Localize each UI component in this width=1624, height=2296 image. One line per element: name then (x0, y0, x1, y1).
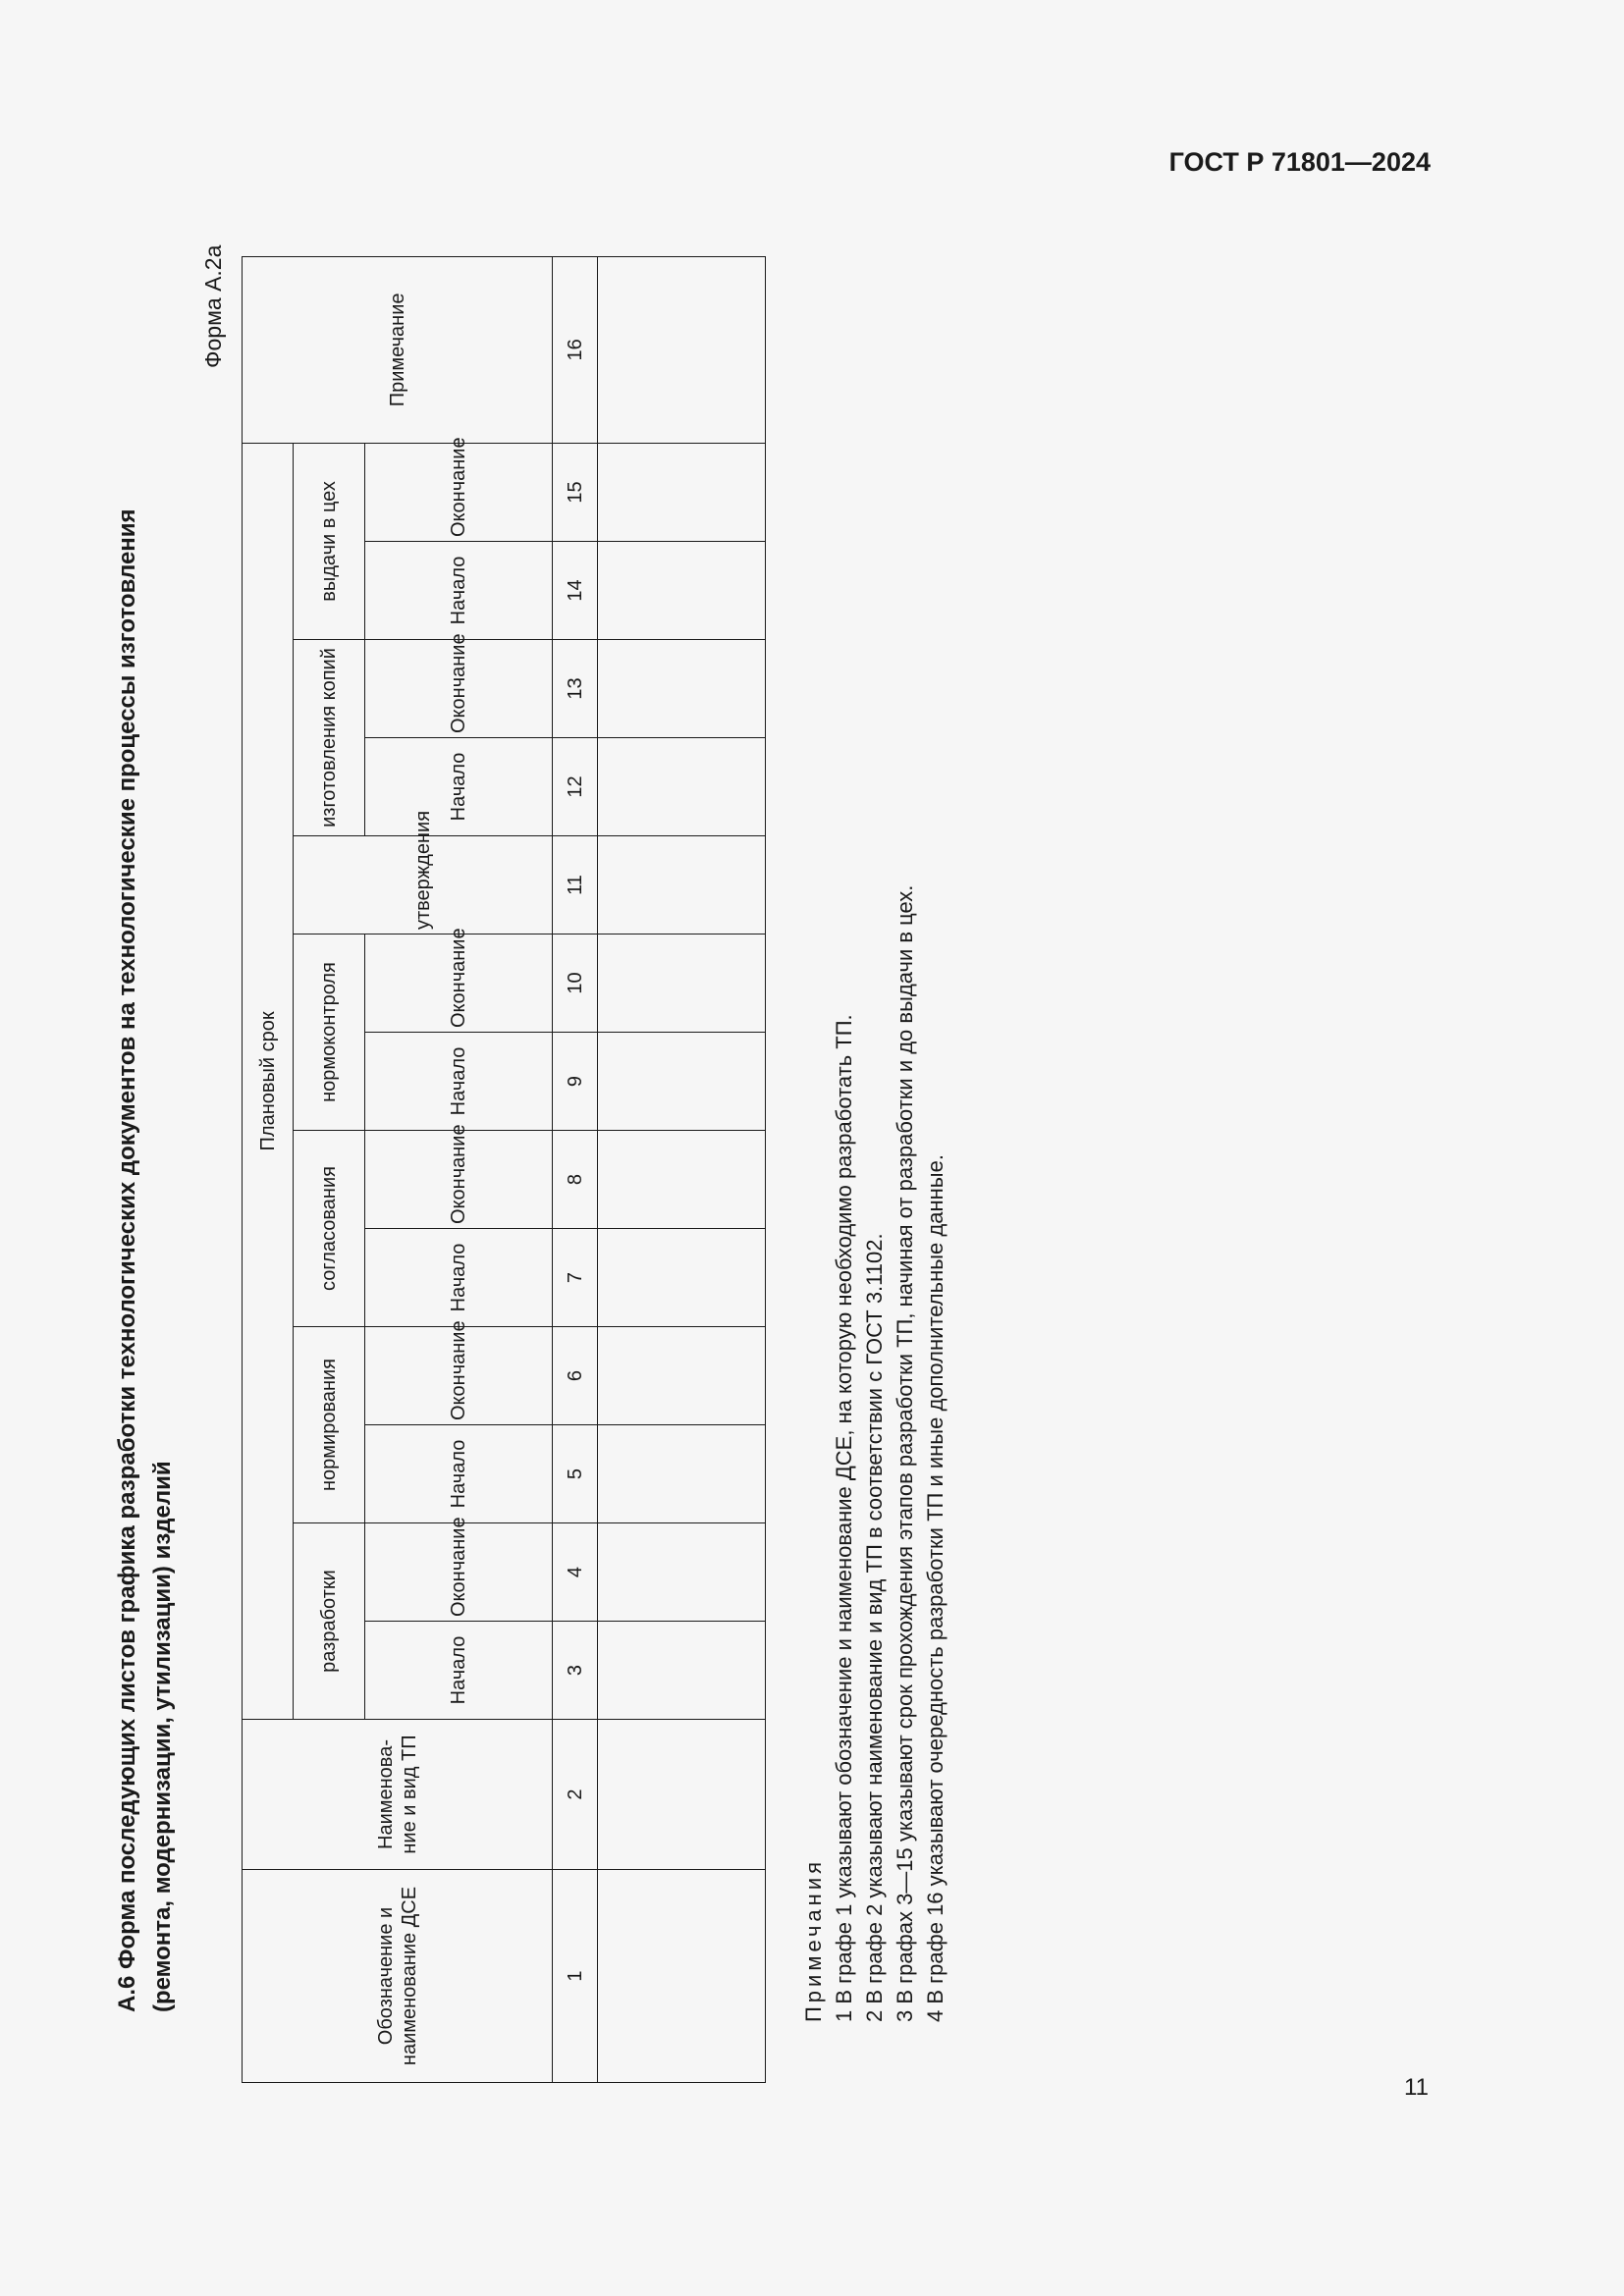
schedule-table (242, 256, 766, 2083)
header-designation: Обозначение и наименование ДСЕ (243, 1870, 553, 2083)
header-tp-name: Наименова-ние и вид ТП (243, 1720, 553, 1870)
column-number: 3 (553, 1622, 597, 1720)
notes-block (798, 255, 950, 2022)
header-start: Начало (364, 542, 552, 640)
table-cell (597, 1033, 765, 1131)
header-end: Окончание (364, 443, 552, 541)
header-group-development: разработки (294, 1523, 365, 1720)
table-cell (597, 1523, 765, 1622)
column-number: 5 (553, 1425, 597, 1523)
column-number: 9 (553, 1033, 597, 1131)
column-number: 1 (553, 1870, 597, 2083)
table-cell (597, 1229, 765, 1327)
table-cell (597, 1425, 765, 1523)
table-cell (597, 443, 765, 541)
column-number: 7 (553, 1229, 597, 1327)
header-group-confirmation: утверждения (294, 836, 553, 934)
section-title-line2: (ремонта, модернизации, утилизации) изделий (149, 1461, 176, 2012)
table-cell (597, 256, 765, 443)
header-end: Окончание (364, 934, 552, 1033)
header-start: Начало (364, 1033, 552, 1131)
column-number: 8 (553, 1131, 597, 1229)
table-cell (597, 1720, 765, 1870)
header-start: Начало (364, 738, 552, 836)
header-planned-term: Плановый срок (243, 443, 294, 1719)
header-group-approval: согласования (294, 1131, 365, 1327)
table-cell (597, 836, 765, 934)
note-item: 4 В графе 16 указывают очередность разработки ТП и иные дополнительные данные. (923, 1154, 947, 2022)
header-end: Окончание (364, 1131, 552, 1229)
landscape-form-page (98, 79, 982, 2238)
header-start: Начало (364, 1425, 552, 1523)
note-item: 1 В графе 1 указывают обозначение и наименование ДСЕ, на которую необходимо разработать ТП. (832, 1014, 856, 2022)
header-end: Окончание (364, 640, 552, 738)
table-cell (597, 542, 765, 640)
table-cell (597, 1622, 765, 1720)
header-group-normcontrol: нормоконтроля (294, 934, 365, 1131)
table-cell (597, 1131, 765, 1229)
column-number: 12 (553, 738, 597, 836)
header-group-issue: выдачи в цех (294, 443, 365, 639)
column-number: 6 (553, 1327, 597, 1425)
header-group-rating: нормирования (294, 1327, 365, 1523)
header-note: Примечание (243, 256, 553, 443)
header-end: Окончание (364, 1327, 552, 1425)
column-number: 11 (553, 836, 597, 934)
table-cell (597, 640, 765, 738)
column-number: 4 (553, 1523, 597, 1622)
header-end: Окончание (364, 1523, 552, 1622)
column-number: 14 (553, 542, 597, 640)
column-number: 10 (553, 934, 597, 1033)
note-item: 2 В графе 2 указывают наименование и вид ТП в соответствии с ГОСТ 3.1102. (862, 1233, 887, 2022)
table-cell (597, 738, 765, 836)
header-start: Начало (364, 1229, 552, 1327)
header-group-copies: изготовления копий (294, 640, 365, 836)
header-start: Начало (364, 1622, 552, 1720)
table-cell (597, 1327, 765, 1425)
page-number: 11 (1404, 2074, 1429, 2101)
document-code: ГОСТ Р 71801—2024 (1168, 147, 1431, 177)
notes-title: Примечания (801, 1857, 826, 2022)
column-number: 2 (553, 1720, 597, 1870)
section-title (110, 147, 181, 2012)
table-row (597, 256, 765, 2082)
table-cell (597, 934, 765, 1033)
table-cell (597, 1870, 765, 2083)
column-number: 16 (553, 256, 597, 443)
form-label: Форма А.2а (200, 244, 226, 368)
note-item: 3 В графах 3—15 указывают срок прохождения этапов разработки ТП, начиная от разработки и до выдачи в цех. (893, 884, 917, 2022)
section-title-line1: А.6 Форма последующих листов графика разработки технологических документов на технологические процессы изготовления (114, 508, 140, 2012)
column-number: 13 (553, 640, 597, 738)
column-number: 15 (553, 443, 597, 541)
